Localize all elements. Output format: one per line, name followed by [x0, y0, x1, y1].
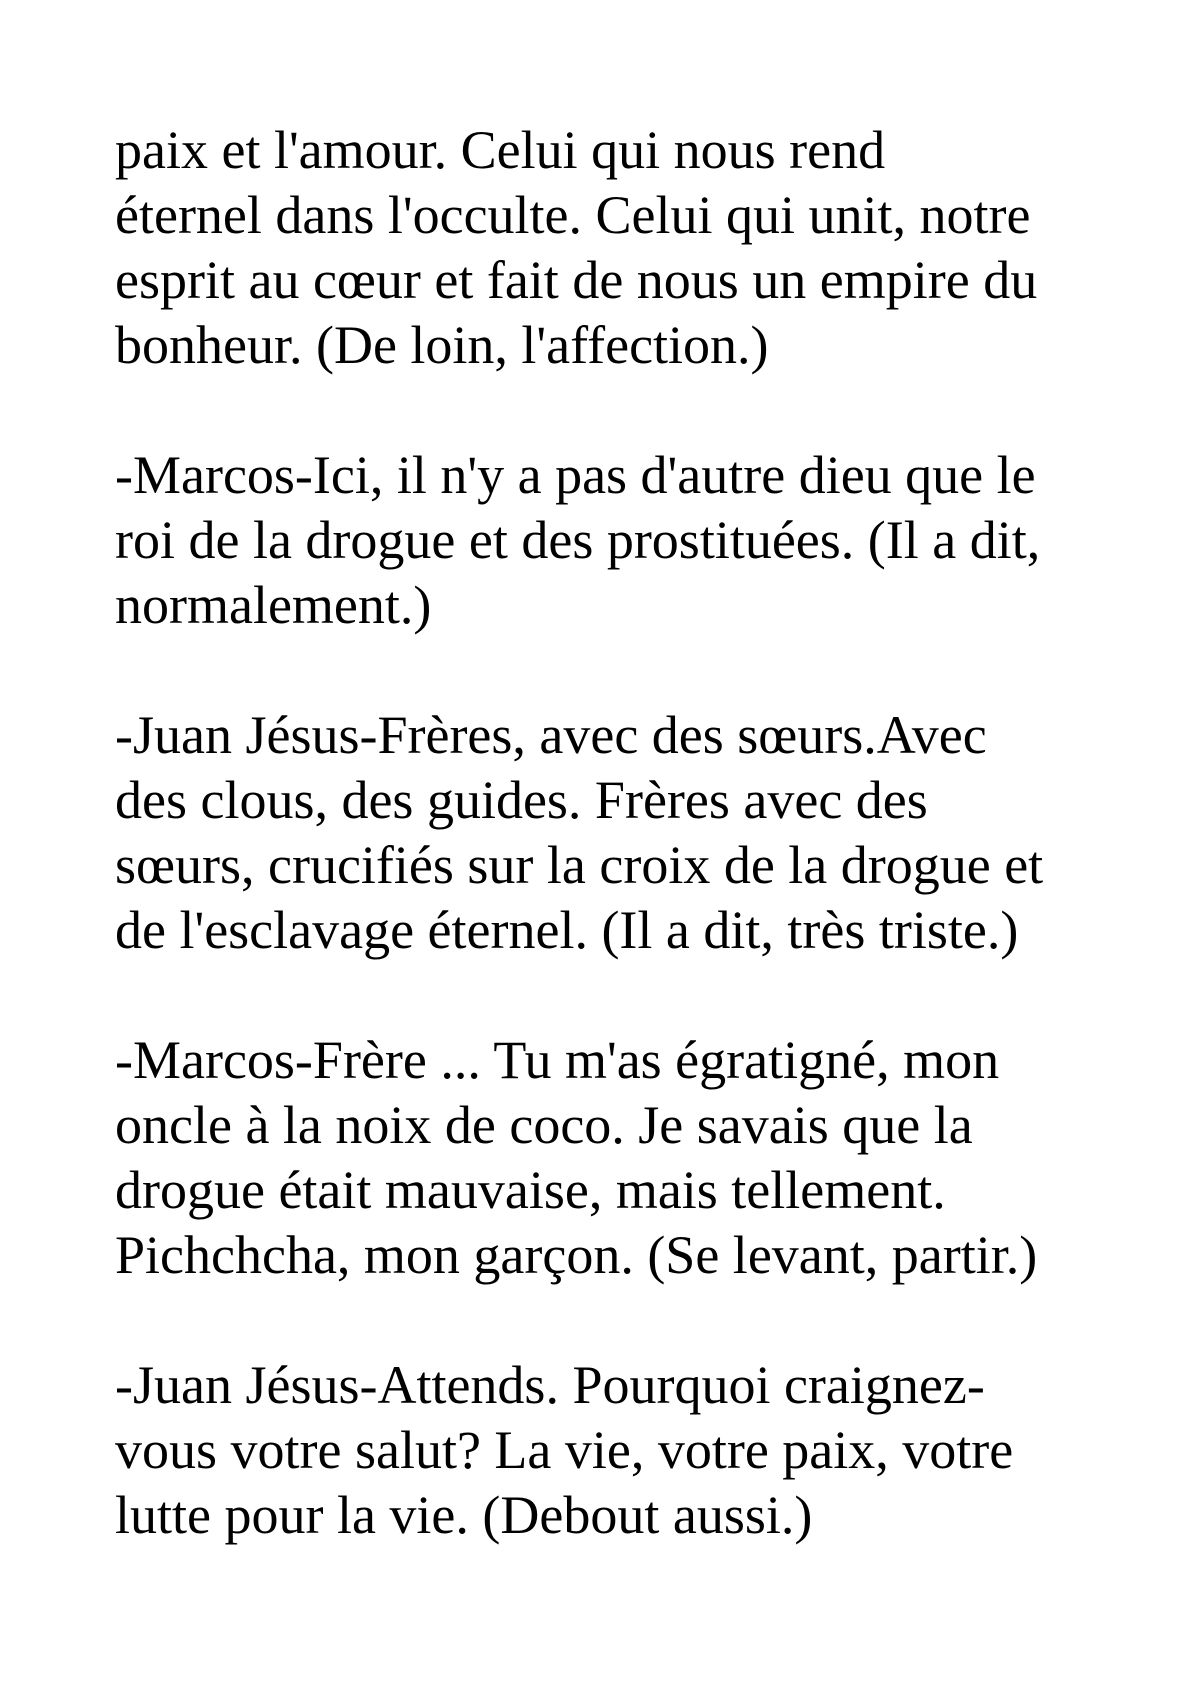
paragraph-dialogue-marcos [115, 1028, 1115, 1288]
text-line: sœurs, crucifiés sur la croix de la drogue et [115, 835, 1044, 895]
text-line: normalement.) [115, 575, 432, 635]
text-line: vous votre salut? La vie, votre paix, votre [115, 1420, 1014, 1480]
paragraph-dialogue-marcos [115, 443, 1115, 638]
text-line: -Marcos-Frère ... Tu m'as égratigné, mon [115, 1030, 1000, 1090]
text-line: -Juan Jésus-Frères, avec des sœurs.Avec [115, 705, 987, 765]
text-line: oncle à la noix de coco. Je savais que la [115, 1095, 973, 1155]
paragraph-narration [115, 118, 1115, 378]
document-page [115, 118, 1115, 1613]
text-line: -Marcos-Ici, il n'y a pas d'autre dieu que le [115, 445, 1036, 505]
text-line: bonheur. (De loin, l'affection.) [115, 315, 769, 375]
paragraph-dialogue-juan-jesus [115, 1353, 1115, 1548]
paragraph-dialogue-juan-jesus [115, 703, 1115, 963]
text-line: éternel dans l'occulte. Celui qui unit, notre [115, 185, 1031, 245]
text-line: Pichchcha, mon garçon. (Se levant, partir.) [115, 1225, 1038, 1285]
text-line: des clous, des guides. Frères avec des [115, 770, 928, 830]
text-line: roi de la drogue et des prostituées. (Il a dit, [115, 510, 1041, 570]
text-line: -Juan Jésus-Attends. Pourquoi craignez- [115, 1355, 985, 1415]
text-line: lutte pour la vie. (Debout aussi.) [115, 1485, 813, 1545]
text-line: paix et l'amour. Celui qui nous rend [115, 120, 886, 180]
text-line: esprit au cœur et fait de nous un empire du [115, 250, 1038, 310]
text-line: drogue était mauvaise, mais tellement. [115, 1160, 946, 1220]
text-line: de l'esclavage éternel. (Il a dit, très triste.) [115, 900, 1019, 960]
